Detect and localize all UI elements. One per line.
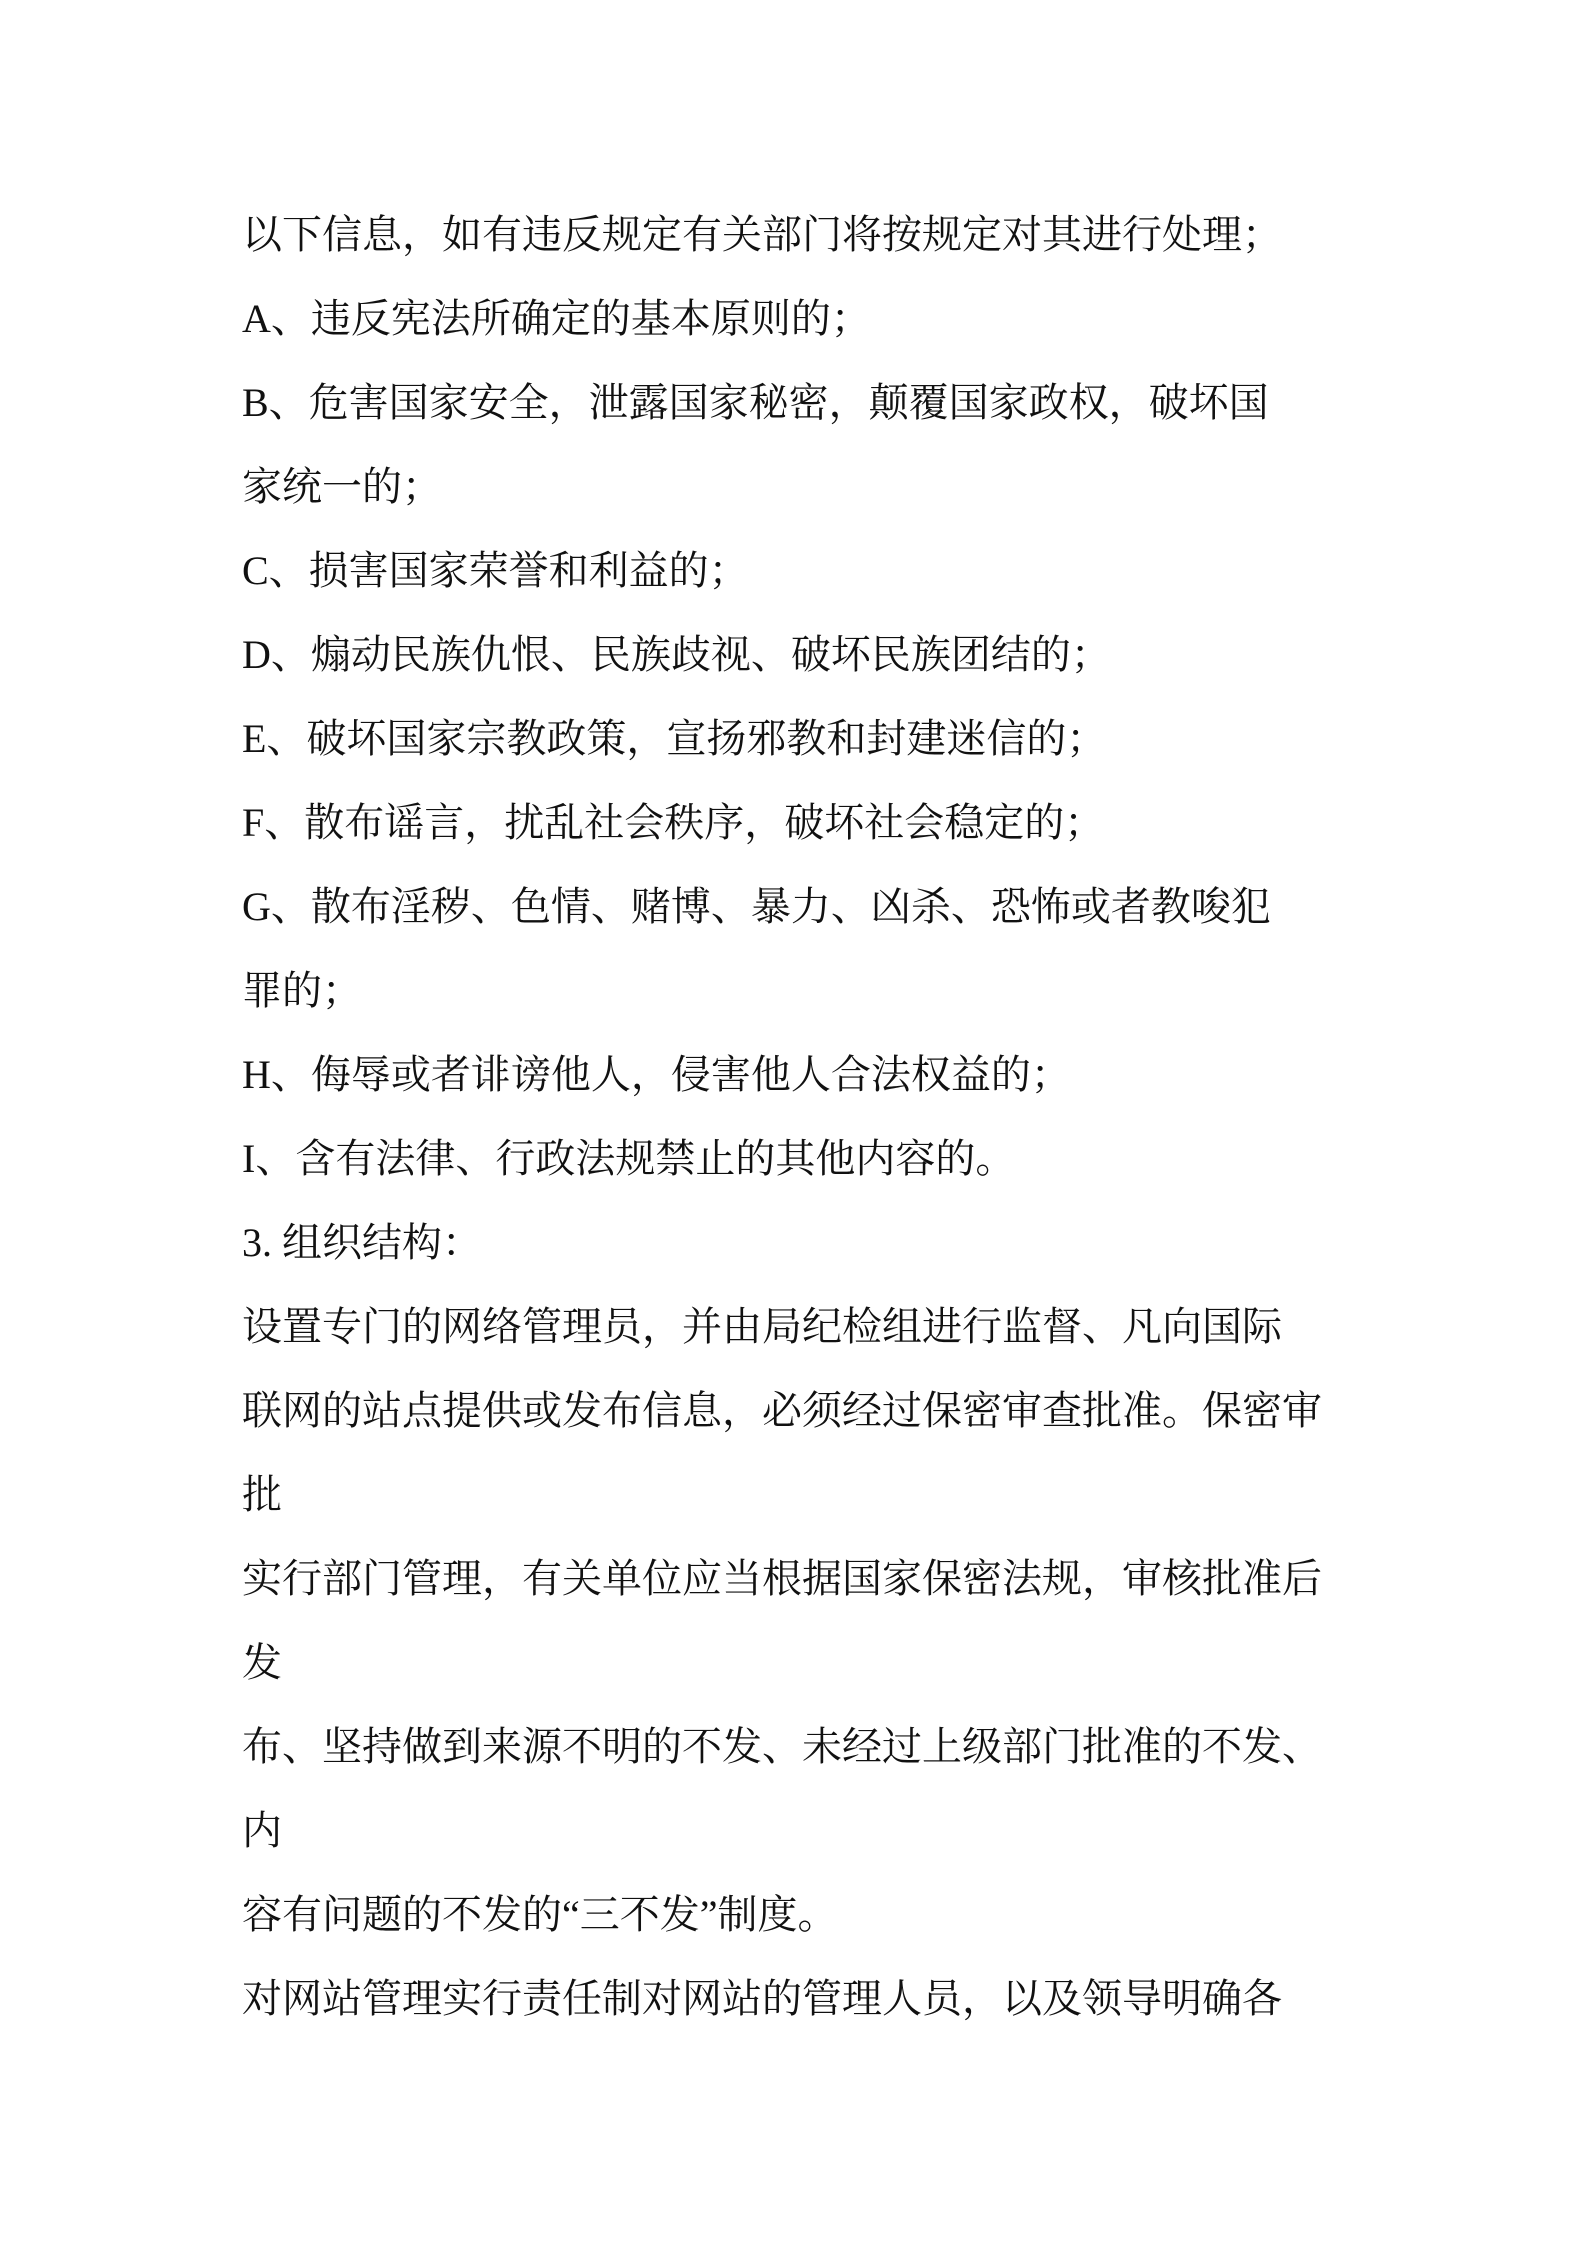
text-line: B、危害国家安全，泄露国家秘密，颠覆国家政权，破坏国: [242, 380, 1269, 425]
text-line: F、散布谣言，扰乱社会秩序，破坏社会稳定的；: [242, 800, 1105, 845]
text-line: 联网的站点提供或发布信息，必须经过保密审查批准。保密审: [242, 1388, 1322, 1433]
text-line: 批: [242, 1472, 282, 1517]
document-page: [242, 193, 1387, 2041]
text-line: I、含有法律、行政法规禁止的其他内容的。: [242, 1136, 1016, 1181]
text-line: 罪的；: [242, 968, 362, 1013]
text-line: G、散布淫秽、色情、赌博、暴力、凶杀、恐怖或者教唆犯: [242, 884, 1271, 929]
text-line: D、煽动民族仇恨、民族歧视、破坏民族团结的；: [242, 632, 1111, 677]
text-line: H、侮辱或者诽谤他人，侵害他人合法权益的；: [242, 1052, 1071, 1097]
text-line: 实行部门管理，有关单位应当根据国家保密法规，审核批准后: [242, 1556, 1322, 1601]
text-line: 以下信息，如有违反规定有关部门将按规定对其进行处理；: [242, 212, 1282, 257]
text-line: E、破坏国家宗教政策，宣扬邪教和封建迷信的；: [242, 716, 1107, 761]
text-line: 3. 组织结构：: [242, 1220, 482, 1265]
text-line: 内: [242, 1808, 282, 1853]
text-line: 家统一的；: [242, 464, 442, 509]
text-line: 布、坚持做到来源不明的不发、未经过上级部门批准的不发、: [242, 1724, 1322, 1769]
text-line: 设置专门的网络管理员，并由局纪检组进行监督、凡向国际: [242, 1304, 1282, 1349]
text-line: C、损害国家荣誉和利益的；: [242, 548, 749, 593]
text-line: A、违反宪法所确定的基本原则的；: [242, 296, 871, 341]
text-line: 对网站管理实行责任制对网站的管理人员，以及领导明确各: [242, 1976, 1282, 2021]
text-line: 发: [242, 1640, 282, 1685]
text-line: 容有问题的不发的“三不发”制度。: [242, 1892, 838, 1937]
